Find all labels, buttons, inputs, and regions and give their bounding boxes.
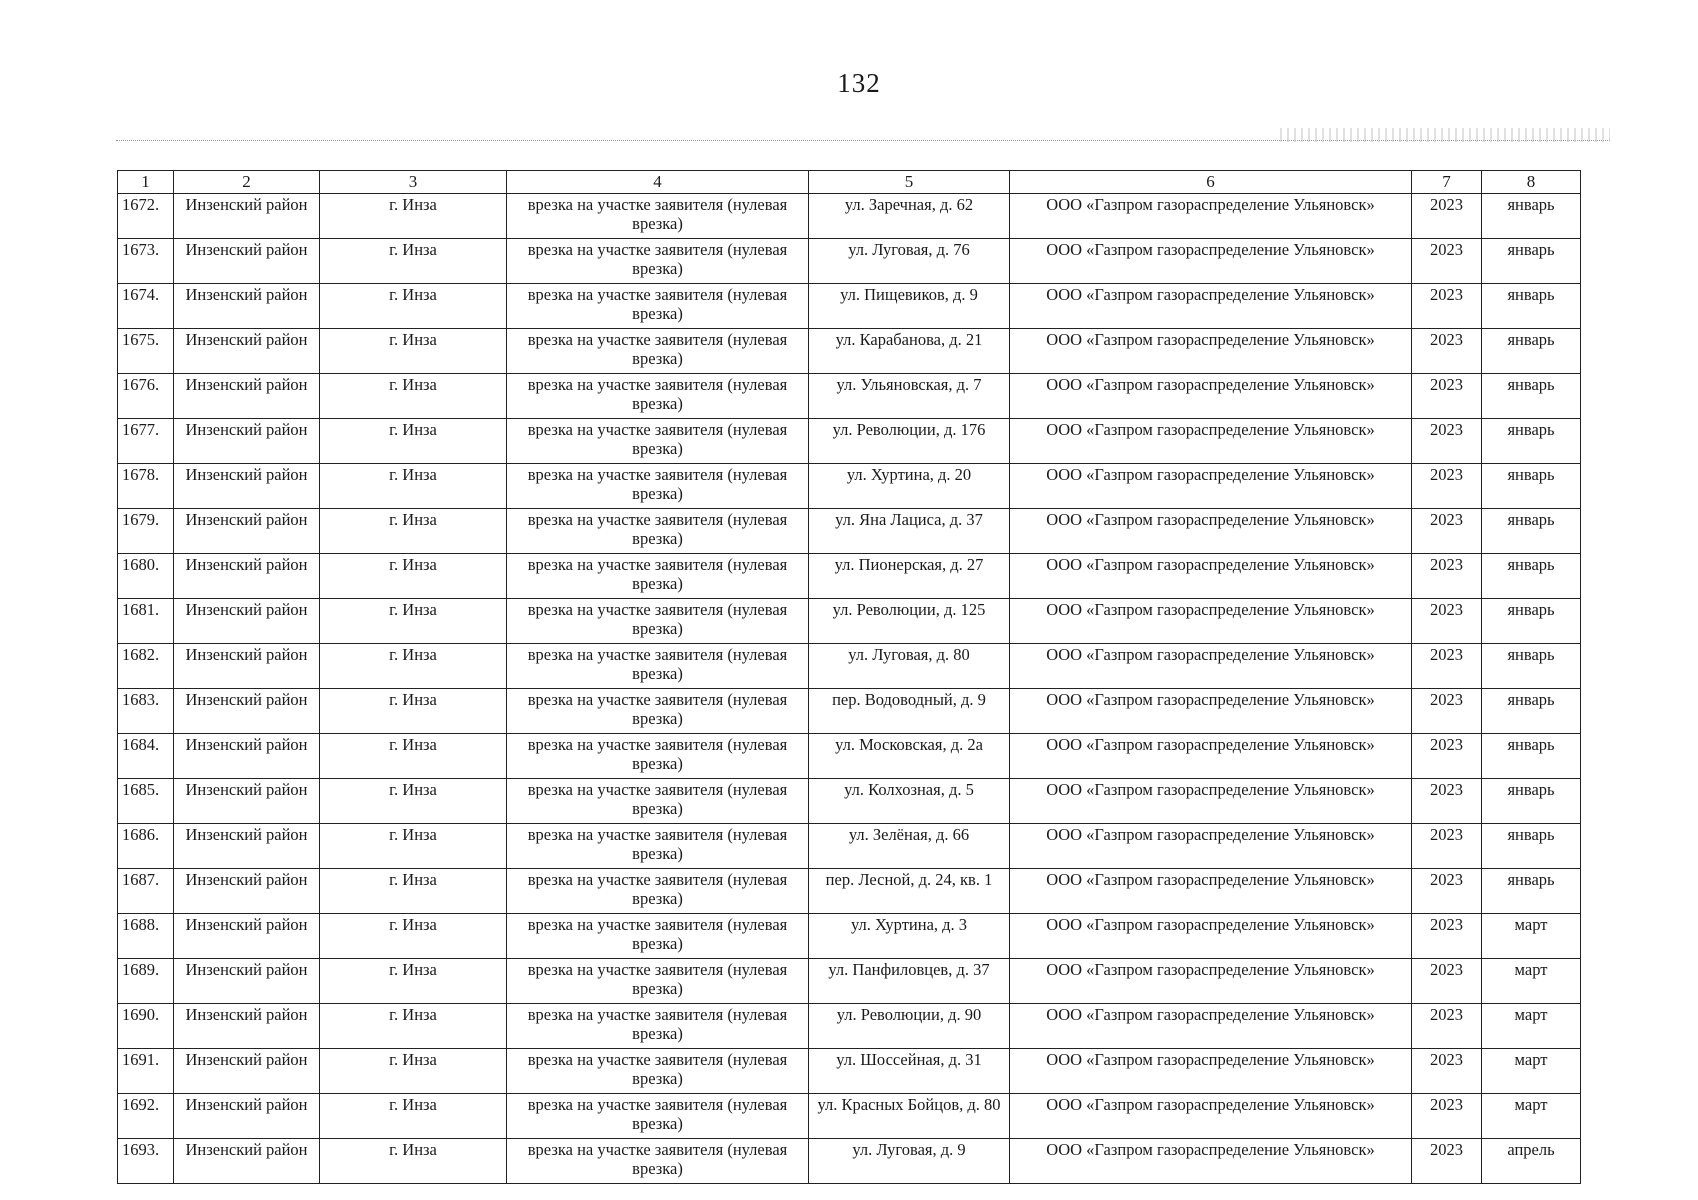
district-cell: Инзенский район bbox=[174, 374, 320, 419]
address-cell: пер. Лесной, д. 24, кв. 1 bbox=[809, 869, 1010, 914]
district-cell: Инзенский район bbox=[174, 509, 320, 554]
year-cell: 2023 bbox=[1412, 464, 1482, 509]
month-cell: март bbox=[1482, 914, 1581, 959]
district-cell: Инзенский район bbox=[174, 734, 320, 779]
settlement-cell: г. Инза bbox=[320, 644, 507, 689]
settlement-cell: г. Инза bbox=[320, 869, 507, 914]
address-cell: ул. Панфиловцев, д. 37 bbox=[809, 959, 1010, 1004]
row-number: 1682. bbox=[118, 644, 174, 689]
work-type-cell: врезка на участке заявителя (нулевая врезка) bbox=[507, 194, 809, 239]
row-number: 1685. bbox=[118, 779, 174, 824]
year-cell: 2023 bbox=[1412, 239, 1482, 284]
month-cell: январь bbox=[1482, 644, 1581, 689]
row-number: 1693. bbox=[118, 1139, 174, 1184]
table-row bbox=[118, 914, 1581, 959]
table-row bbox=[118, 419, 1581, 464]
row-number: 1672. bbox=[118, 194, 174, 239]
table-row bbox=[118, 239, 1581, 284]
settlement-cell: г. Инза bbox=[320, 779, 507, 824]
organization-cell: ООО «Газпром газораспределение Ульяновск» bbox=[1010, 869, 1412, 914]
col-header: 1 bbox=[118, 171, 174, 194]
table-row bbox=[118, 734, 1581, 779]
table-row bbox=[118, 779, 1581, 824]
month-cell: январь bbox=[1482, 419, 1581, 464]
address-cell: ул. Хуртина, д. 20 bbox=[809, 464, 1010, 509]
month-cell: январь bbox=[1482, 554, 1581, 599]
organization-cell: ООО «Газпром газораспределение Ульяновск» bbox=[1010, 914, 1412, 959]
row-number: 1675. bbox=[118, 329, 174, 374]
scan-artifact-dots bbox=[1280, 128, 1610, 142]
district-cell: Инзенский район bbox=[174, 644, 320, 689]
settlement-cell: г. Инза bbox=[320, 419, 507, 464]
district-cell: Инзенский район bbox=[174, 194, 320, 239]
row-number: 1681. bbox=[118, 599, 174, 644]
organization-cell: ООО «Газпром газораспределение Ульяновск» bbox=[1010, 1094, 1412, 1139]
month-cell: апрель bbox=[1482, 1139, 1581, 1184]
row-number: 1689. bbox=[118, 959, 174, 1004]
year-cell: 2023 bbox=[1412, 734, 1482, 779]
district-cell: Инзенский район bbox=[174, 1139, 320, 1184]
year-cell: 2023 bbox=[1412, 824, 1482, 869]
month-cell: январь bbox=[1482, 329, 1581, 374]
row-number: 1673. bbox=[118, 239, 174, 284]
work-type-cell: врезка на участке заявителя (нулевая врезка) bbox=[507, 734, 809, 779]
row-number: 1688. bbox=[118, 914, 174, 959]
district-cell: Инзенский район bbox=[174, 554, 320, 599]
month-cell: январь bbox=[1482, 734, 1581, 779]
table-row bbox=[118, 464, 1581, 509]
settlement-cell: г. Инза bbox=[320, 734, 507, 779]
work-type-cell: врезка на участке заявителя (нулевая врезка) bbox=[507, 1094, 809, 1139]
row-number: 1679. bbox=[118, 509, 174, 554]
district-cell: Инзенский район bbox=[174, 419, 320, 464]
address-cell: ул. Революции, д. 125 bbox=[809, 599, 1010, 644]
organization-cell: ООО «Газпром газораспределение Ульяновск» bbox=[1010, 194, 1412, 239]
work-type-cell: врезка на участке заявителя (нулевая врезка) bbox=[507, 419, 809, 464]
row-number: 1687. bbox=[118, 869, 174, 914]
month-cell: март bbox=[1482, 1004, 1581, 1049]
address-cell: ул. Луговая, д. 76 bbox=[809, 239, 1010, 284]
year-cell: 2023 bbox=[1412, 1049, 1482, 1094]
work-type-cell: врезка на участке заявителя (нулевая врезка) bbox=[507, 1004, 809, 1049]
district-cell: Инзенский район bbox=[174, 1004, 320, 1049]
work-type-cell: врезка на участке заявителя (нулевая врезка) bbox=[507, 599, 809, 644]
month-cell: март bbox=[1482, 959, 1581, 1004]
settlement-cell: г. Инза bbox=[320, 374, 507, 419]
page-number: 132 bbox=[837, 68, 881, 98]
row-number: 1677. bbox=[118, 419, 174, 464]
district-cell: Инзенский район bbox=[174, 869, 320, 914]
settlement-cell: г. Инза bbox=[320, 1139, 507, 1184]
month-cell: январь bbox=[1482, 194, 1581, 239]
year-cell: 2023 bbox=[1412, 959, 1482, 1004]
settlement-cell: г. Инза bbox=[320, 239, 507, 284]
table-row bbox=[118, 329, 1581, 374]
organization-cell: ООО «Газпром газораспределение Ульяновск» bbox=[1010, 824, 1412, 869]
col-header: 8 bbox=[1482, 171, 1581, 194]
year-cell: 2023 bbox=[1412, 599, 1482, 644]
address-cell: ул. Луговая, д. 80 bbox=[809, 644, 1010, 689]
year-cell: 2023 bbox=[1412, 329, 1482, 374]
district-cell: Инзенский район bbox=[174, 689, 320, 734]
year-cell: 2023 bbox=[1412, 869, 1482, 914]
work-type-cell: врезка на участке заявителя (нулевая врезка) bbox=[507, 464, 809, 509]
row-number: 1691. bbox=[118, 1049, 174, 1094]
settlement-cell: г. Инза bbox=[320, 464, 507, 509]
settlement-cell: г. Инза bbox=[320, 329, 507, 374]
row-number: 1680. bbox=[118, 554, 174, 599]
work-type-cell: врезка на участке заявителя (нулевая врезка) bbox=[507, 554, 809, 599]
work-type-cell: врезка на участке заявителя (нулевая врезка) bbox=[507, 284, 809, 329]
row-number: 1684. bbox=[118, 734, 174, 779]
year-cell: 2023 bbox=[1412, 644, 1482, 689]
table-header-row bbox=[118, 171, 1581, 194]
settlement-cell: г. Инза bbox=[320, 1004, 507, 1049]
work-type-cell: врезка на участке заявителя (нулевая врезка) bbox=[507, 1139, 809, 1184]
year-cell: 2023 bbox=[1412, 1139, 1482, 1184]
district-cell: Инзенский район bbox=[174, 959, 320, 1004]
year-cell: 2023 bbox=[1412, 689, 1482, 734]
settlement-cell: г. Инза bbox=[320, 509, 507, 554]
district-cell: Инзенский район bbox=[174, 824, 320, 869]
organization-cell: ООО «Газпром газораспределение Ульяновск» bbox=[1010, 644, 1412, 689]
work-type-cell: врезка на участке заявителя (нулевая врезка) bbox=[507, 779, 809, 824]
table-row bbox=[118, 284, 1581, 329]
organization-cell: ООО «Газпром газораспределение Ульяновск» bbox=[1010, 374, 1412, 419]
work-type-cell: врезка на участке заявителя (нулевая врезка) bbox=[507, 689, 809, 734]
organization-cell: ООО «Газпром газораспределение Ульяновск» bbox=[1010, 329, 1412, 374]
organization-cell: ООО «Газпром газораспределение Ульяновск» bbox=[1010, 1004, 1412, 1049]
table-body bbox=[118, 194, 1581, 1184]
work-type-cell: врезка на участке заявителя (нулевая врезка) bbox=[507, 239, 809, 284]
month-cell: январь bbox=[1482, 824, 1581, 869]
table-row bbox=[118, 1004, 1581, 1049]
table-row bbox=[118, 1139, 1581, 1184]
row-number: 1676. bbox=[118, 374, 174, 419]
address-cell: пер. Водоводный, д. 9 bbox=[809, 689, 1010, 734]
table-row bbox=[118, 599, 1581, 644]
settlement-cell: г. Инза bbox=[320, 194, 507, 239]
settlement-cell: г. Инза bbox=[320, 959, 507, 1004]
address-cell: ул. Карабанова, д. 21 bbox=[809, 329, 1010, 374]
address-cell: ул. Московская, д. 2а bbox=[809, 734, 1010, 779]
district-cell: Инзенский район bbox=[174, 1094, 320, 1139]
table-row bbox=[118, 1049, 1581, 1094]
address-cell: ул. Революции, д. 176 bbox=[809, 419, 1010, 464]
organization-cell: ООО «Газпром газораспределение Ульяновск» bbox=[1010, 959, 1412, 1004]
col-header: 3 bbox=[320, 171, 507, 194]
address-cell: ул. Луговая, д. 9 bbox=[809, 1139, 1010, 1184]
organization-cell: ООО «Газпром газораспределение Ульяновск» bbox=[1010, 599, 1412, 644]
settlement-cell: г. Инза bbox=[320, 554, 507, 599]
table-row bbox=[118, 554, 1581, 599]
month-cell: март bbox=[1482, 1094, 1581, 1139]
year-cell: 2023 bbox=[1412, 1094, 1482, 1139]
work-type-cell: врезка на участке заявителя (нулевая врезка) bbox=[507, 1049, 809, 1094]
organization-cell: ООО «Газпром газораспределение Ульяновск» bbox=[1010, 239, 1412, 284]
month-cell: январь bbox=[1482, 464, 1581, 509]
settlement-cell: г. Инза bbox=[320, 689, 507, 734]
register-table bbox=[117, 170, 1581, 1184]
organization-cell: ООО «Газпром газораспределение Ульяновск» bbox=[1010, 509, 1412, 554]
row-number: 1674. bbox=[118, 284, 174, 329]
address-cell: ул. Заречная, д. 62 bbox=[809, 194, 1010, 239]
address-cell: ул. Пищевиков, д. 9 bbox=[809, 284, 1010, 329]
col-header: 6 bbox=[1010, 171, 1412, 194]
organization-cell: ООО «Газпром газораспределение Ульяновск» bbox=[1010, 1049, 1412, 1094]
work-type-cell: врезка на участке заявителя (нулевая врезка) bbox=[507, 374, 809, 419]
table-row bbox=[118, 194, 1581, 239]
year-cell: 2023 bbox=[1412, 779, 1482, 824]
year-cell: 2023 bbox=[1412, 1004, 1482, 1049]
table-row bbox=[118, 959, 1581, 1004]
col-header: 7 bbox=[1412, 171, 1482, 194]
col-header: 4 bbox=[507, 171, 809, 194]
settlement-cell: г. Инза bbox=[320, 1094, 507, 1139]
year-cell: 2023 bbox=[1412, 284, 1482, 329]
organization-cell: ООО «Газпром газораспределение Ульяновск» bbox=[1010, 734, 1412, 779]
month-cell: январь bbox=[1482, 869, 1581, 914]
organization-cell: ООО «Газпром газораспределение Ульяновск» bbox=[1010, 554, 1412, 599]
address-cell: ул. Колхозная, д. 5 bbox=[809, 779, 1010, 824]
month-cell: январь bbox=[1482, 779, 1581, 824]
row-number: 1683. bbox=[118, 689, 174, 734]
settlement-cell: г. Инза bbox=[320, 599, 507, 644]
settlement-cell: г. Инза bbox=[320, 284, 507, 329]
work-type-cell: врезка на участке заявителя (нулевая врезка) bbox=[507, 959, 809, 1004]
district-cell: Инзенский район bbox=[174, 599, 320, 644]
district-cell: Инзенский район bbox=[174, 1049, 320, 1094]
year-cell: 2023 bbox=[1412, 374, 1482, 419]
row-number: 1686. bbox=[118, 824, 174, 869]
work-type-cell: врезка на участке заявителя (нулевая врезка) bbox=[507, 644, 809, 689]
row-number: 1690. bbox=[118, 1004, 174, 1049]
organization-cell: ООО «Газпром газораспределение Ульяновск» bbox=[1010, 779, 1412, 824]
address-cell: ул. Зелёная, д. 66 bbox=[809, 824, 1010, 869]
month-cell: январь bbox=[1482, 284, 1581, 329]
year-cell: 2023 bbox=[1412, 914, 1482, 959]
organization-cell: ООО «Газпром газораспределение Ульяновск» bbox=[1010, 464, 1412, 509]
district-cell: Инзенский район bbox=[174, 329, 320, 374]
month-cell: январь bbox=[1482, 509, 1581, 554]
address-cell: ул. Революции, д. 90 bbox=[809, 1004, 1010, 1049]
year-cell: 2023 bbox=[1412, 509, 1482, 554]
month-cell: январь bbox=[1482, 239, 1581, 284]
settlement-cell: г. Инза bbox=[320, 824, 507, 869]
table-row bbox=[118, 824, 1581, 869]
work-type-cell: врезка на участке заявителя (нулевая врезка) bbox=[507, 509, 809, 554]
work-type-cell: врезка на участке заявителя (нулевая врезка) bbox=[507, 869, 809, 914]
row-number: 1692. bbox=[118, 1094, 174, 1139]
work-type-cell: врезка на участке заявителя (нулевая врезка) bbox=[507, 329, 809, 374]
settlement-cell: г. Инза bbox=[320, 1049, 507, 1094]
organization-cell: ООО «Газпром газораспределение Ульяновск» bbox=[1010, 419, 1412, 464]
settlement-cell: г. Инза bbox=[320, 914, 507, 959]
col-header: 2 bbox=[174, 171, 320, 194]
table-row bbox=[118, 509, 1581, 554]
table-row bbox=[118, 689, 1581, 734]
address-cell: ул. Ульяновская, д. 7 bbox=[809, 374, 1010, 419]
organization-cell: ООО «Газпром газораспределение Ульяновск» bbox=[1010, 1139, 1412, 1184]
year-cell: 2023 bbox=[1412, 419, 1482, 464]
work-type-cell: врезка на участке заявителя (нулевая врезка) bbox=[507, 824, 809, 869]
address-cell: ул. Красных Бойцов, д. 80 bbox=[809, 1094, 1010, 1139]
table-row bbox=[118, 869, 1581, 914]
district-cell: Инзенский район bbox=[174, 284, 320, 329]
table-row bbox=[118, 374, 1581, 419]
organization-cell: ООО «Газпром газораспределение Ульяновск» bbox=[1010, 284, 1412, 329]
district-cell: Инзенский район bbox=[174, 779, 320, 824]
year-cell: 2023 bbox=[1412, 194, 1482, 239]
address-cell: ул. Шоссейная, д. 31 bbox=[809, 1049, 1010, 1094]
table-row bbox=[118, 1094, 1581, 1139]
month-cell: январь bbox=[1482, 374, 1581, 419]
address-cell: ул. Яна Лациса, д. 37 bbox=[809, 509, 1010, 554]
row-number: 1678. bbox=[118, 464, 174, 509]
address-cell: ул. Пионерская, д. 27 bbox=[809, 554, 1010, 599]
table-row bbox=[118, 644, 1581, 689]
district-cell: Инзенский район bbox=[174, 239, 320, 284]
col-header: 5 bbox=[809, 171, 1010, 194]
year-cell: 2023 bbox=[1412, 554, 1482, 599]
organization-cell: ООО «Газпром газораспределение Ульяновск» bbox=[1010, 689, 1412, 734]
month-cell: январь bbox=[1482, 689, 1581, 734]
district-cell: Инзенский район bbox=[174, 464, 320, 509]
address-cell: ул. Хуртина, д. 3 bbox=[809, 914, 1010, 959]
month-cell: март bbox=[1482, 1049, 1581, 1094]
month-cell: январь bbox=[1482, 599, 1581, 644]
district-cell: Инзенский район bbox=[174, 914, 320, 959]
work-type-cell: врезка на участке заявителя (нулевая врезка) bbox=[507, 914, 809, 959]
